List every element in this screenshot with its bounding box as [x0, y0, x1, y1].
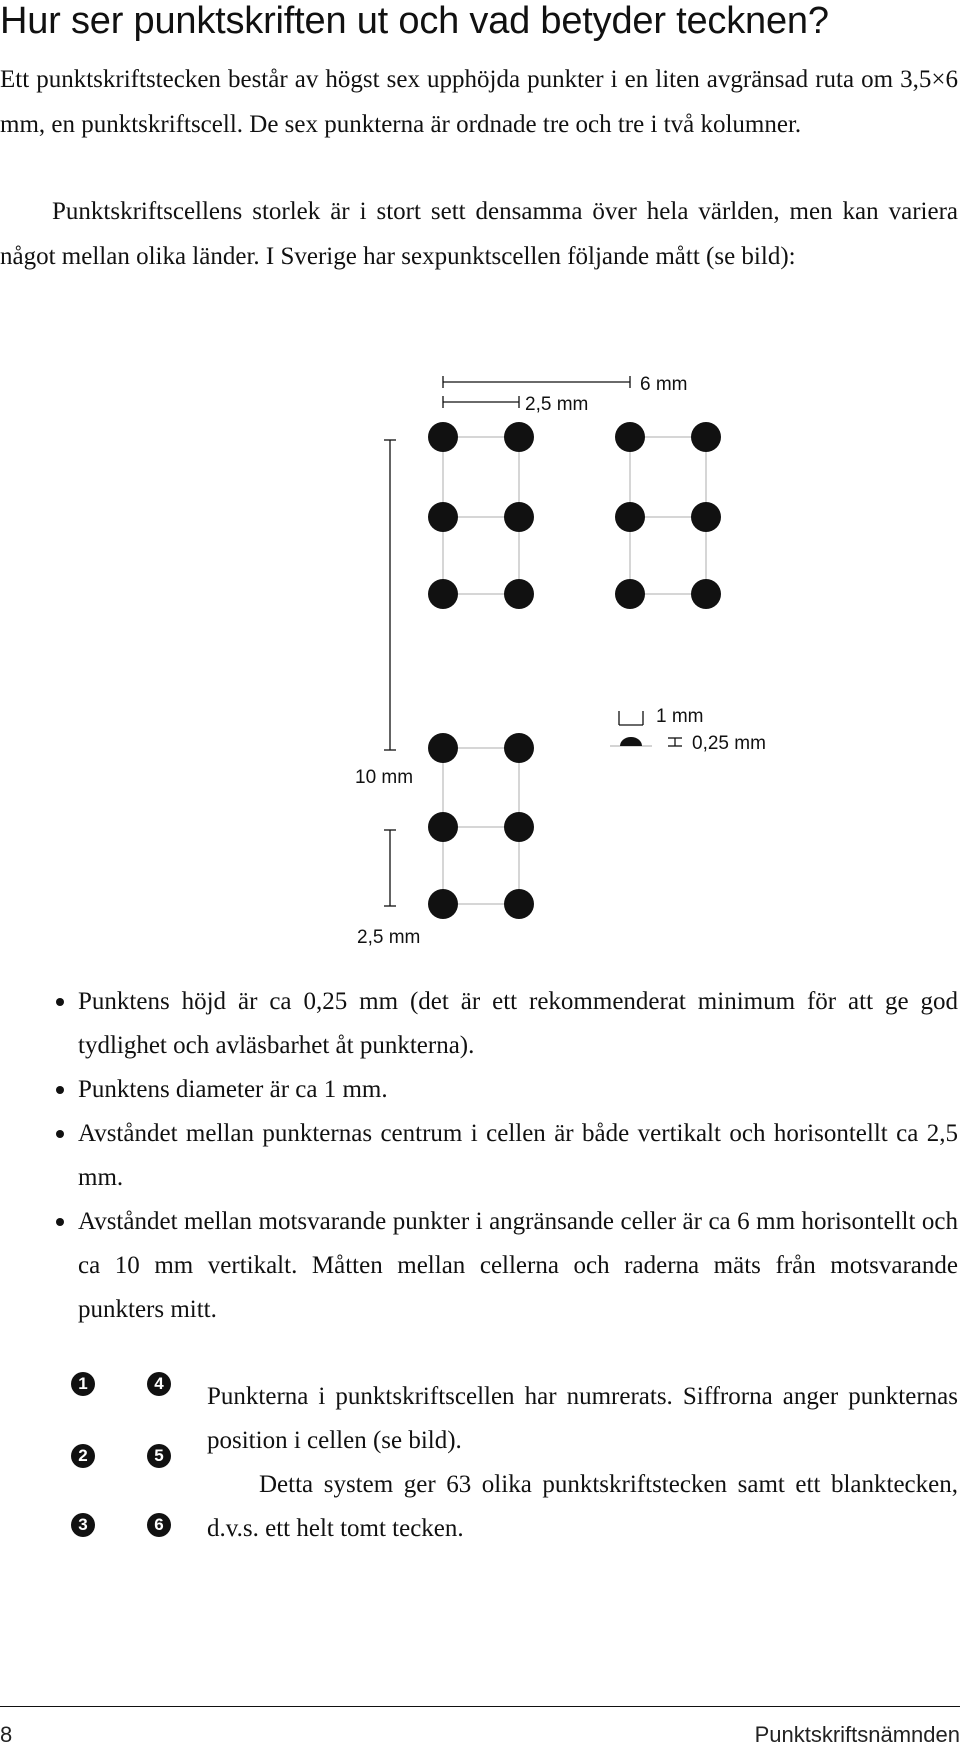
- braille-dot: [504, 579, 534, 609]
- page-heading: Hur ser punktskriften ut och vad betyder tecknen?: [0, 0, 829, 42]
- list-item: Avståndet mellan motsvarande punkter i angränsande celler är ca 6 mm horisontellt och ca 10 mm vertikalt. Måtten mellan cellerna och raderna mäts från motsvarande punkters mitt.: [0, 1200, 958, 1332]
- label-dot-spacing-horizontal: 2,5 mm: [525, 394, 589, 415]
- braille-dot: [428, 812, 458, 842]
- braille-dot: [691, 422, 721, 452]
- dot-number-3-icon: 3: [71, 1513, 95, 1537]
- page-number: 8: [0, 1722, 13, 1747]
- list-item: Avståndet mellan punkternas centrum i cellen är både vertikalt och horisontellt ca 2,5 mm.: [0, 1112, 958, 1200]
- label-dot-height: 0,25 mm: [692, 733, 766, 754]
- dimension-list: [0, 980, 958, 1332]
- braille-dot: [504, 889, 534, 919]
- braille-dot: [504, 502, 534, 532]
- braille-dot: [428, 502, 458, 532]
- braille-dot: [615, 502, 645, 532]
- dot-number-1-icon: 1: [71, 1372, 95, 1396]
- list-item: Punktens diameter är ca 1 mm.: [0, 1068, 958, 1112]
- braille-dot: [428, 889, 458, 919]
- running-footer: Punktskriftsnämnden: [754, 1722, 960, 1747]
- bullet-icon: [56, 1086, 64, 1094]
- dot-number-4-icon: 4: [147, 1372, 171, 1396]
- dot-number-2-icon: 2: [71, 1444, 95, 1468]
- label-dot-spacing-vertical: 2,5 mm: [357, 927, 421, 948]
- braille-dot: [504, 422, 534, 452]
- braille-dot: [428, 422, 458, 452]
- footer-divider: [0, 1706, 960, 1707]
- intro-paragraph-1: Ett punktskriftstecken består av högst sex upphöjda punkter i en liten avgränsad ruta om 3,5×6 mm, en punktskriftscell. De sex punkterna är ordnade tre och tre i två kolumner.: [0, 66, 958, 138]
- numbering-paragraphs: [207, 1375, 958, 1551]
- list-item: Punktens höjd är ca 0,25 mm (det är ett rekommenderat minimum för att ge god tydlighet och avläsbarhet åt punkterna).: [0, 980, 958, 1068]
- dot-number-5-icon: 5: [147, 1444, 171, 1468]
- bullet-icon: [56, 1130, 64, 1138]
- intro-paragraph-2: Punktskriftscellens storlek är i stort sett densamma över hela världen, men kan variera något mellan olika länder. I Sverige har sexpunktscellen följande mått (se bild):: [0, 198, 958, 270]
- label-cell-pitch: 6 mm: [640, 374, 688, 395]
- bullet-icon: [56, 998, 64, 1006]
- braille-dot: [615, 579, 645, 609]
- braille-dot: [691, 502, 721, 532]
- label-line-pitch: 10 mm: [355, 767, 414, 788]
- braille-dot: [691, 579, 721, 609]
- braille-dot: [504, 733, 534, 763]
- braille-dot: [428, 733, 458, 763]
- braille-dot: [615, 422, 645, 452]
- dot-profile-icon: [620, 737, 642, 746]
- bullet-icon: [56, 1218, 64, 1226]
- label-dot-diameter: 1 mm: [656, 706, 704, 727]
- braille-dot: [504, 812, 534, 842]
- numbering-paragraph-2: Detta system ger 63 olika punktskriftstecken samt ett blanktecken, d.v.s. ett helt tomt tecken.: [207, 1471, 958, 1542]
- numbering-paragraph-1: Punkterna i punktskriftscellen har numrerats. Siffrorna anger punkternas position i cellen (se bild).: [207, 1383, 958, 1454]
- braille-dot: [428, 579, 458, 609]
- dot-number-6-icon: 6: [147, 1513, 171, 1537]
